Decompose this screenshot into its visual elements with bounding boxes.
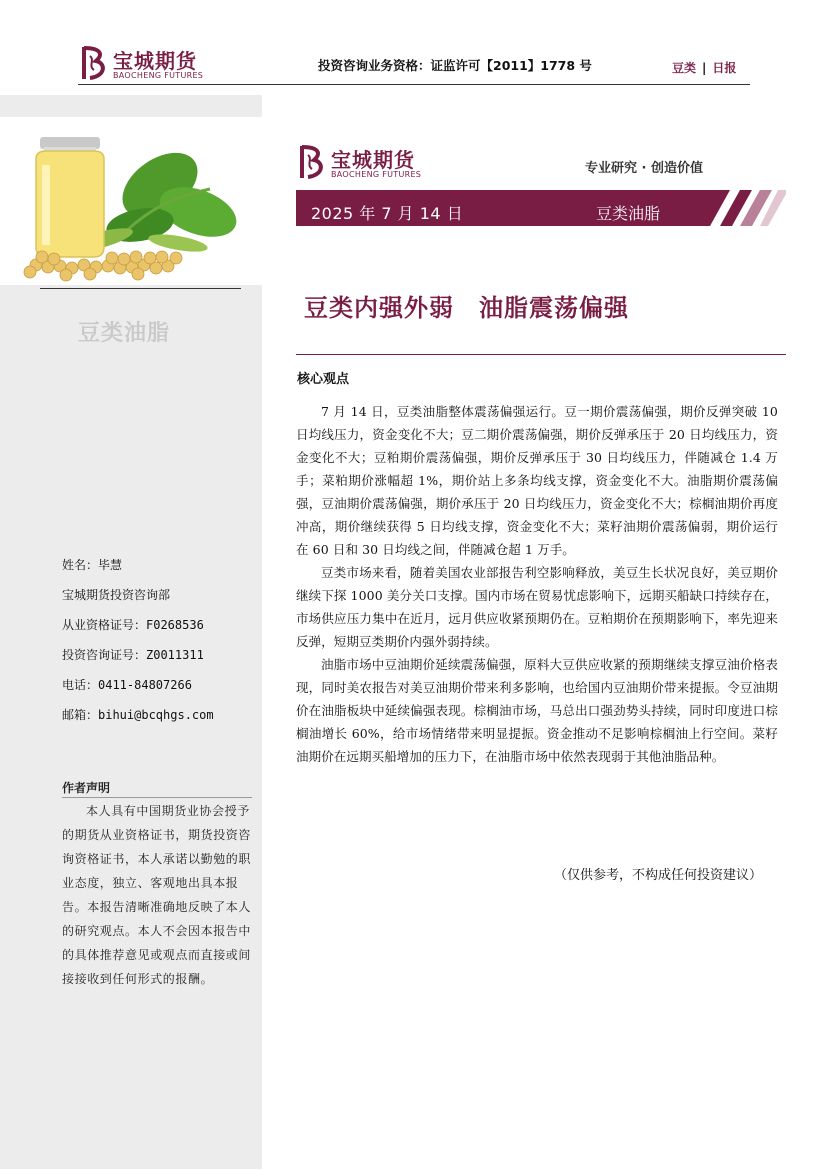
tag-separator: | xyxy=(702,61,707,75)
disclaimer: （仅供参考，不构成任何投资建议） xyxy=(554,868,763,883)
baocheng-logo-icon xyxy=(80,44,110,82)
paragraph: 豆类市场来看，随着美国农业部报告利空影响释放，美豆生长状况良好，美豆期价继续下探 1000 美分关口支撑。国内市场在贸易忧虑影响下，远期买船缺口持续存在，市场供应压力集中在近月，远月供应收紧预期仍在。豆粕期价在预期影响下，率先迎来反弹，短期豆类期价内强外弱持续。 xyxy=(296,565,778,649)
author-consulting-cert: 投资咨询证号：Z0011311 xyxy=(62,648,204,662)
logo-name-cn: 宝城期货 xyxy=(113,49,197,73)
declaration-rule xyxy=(62,797,252,798)
report-headline: 豆类内强外弱 油脂震荡偏强 xyxy=(304,294,629,322)
author-email: 邮箱：bihui@bcqhgs.com xyxy=(62,708,214,722)
report-tags xyxy=(672,59,736,76)
paragraph: 7 月 14 日，豆类油脂整体震荡偏强运行。豆一期价震荡偏强，期价反弹突破 10 日均线压力，资金变化不大；豆二期价震荡偏强，期价反弹承压于 20 日均线压力，资金变化不大；豆粕期价震荡偏强，期价反弹承压于 30 日均线压力，伴随减仓 1.4 万手；菜粕期价涨幅超 1%，期价站上多条均线支撑，资金变化不大。油脂期价震荡偏强，豆油期价震荡偏强，期价承压于 20 日均线压力，资金变化不大；棕榈油期价再度冲高，期价继续获得 5 日均线支撑，资金变化不大；菜籽油期价震荡偏弱，期价运行在 60 日和 30 日均线之间，伴随减仓超 1 万手。 xyxy=(296,404,778,557)
paragraph: 油脂市场中豆油期价延续震荡偏强，原料大豆供应收紧的预期继续支撑豆油价格表现，同时美农报告对美豆油期价带来利多影响，也给国内豆油期价带来提振。令豆油期价在油脂板块中延续偏强表现。棕榈油市场，马总出口强劲势头持续，同时印度进口棕榈油增长 60%，给市场情绪带来明显提振。资金推动不足影响棕榈油上行空间。菜籽油期价在远期买船增加的压力下，在油脂市场中依然表现弱于其他油脂品种。 xyxy=(296,657,778,764)
logo-name-en: BAOCHENG FUTURES xyxy=(113,71,204,80)
cover-logo xyxy=(298,143,438,181)
report-type-tag: 日报 xyxy=(712,61,737,75)
logo-name-en: BAOCHENG FUTURES xyxy=(331,170,422,179)
sidebar-category-title: 豆类油脂 xyxy=(78,321,171,346)
declaration-text: 本人具有中国期货业协会授予的期货从业资格证书，期货投资咨询资格证书，本人承诺以勤勉的职业态度，独立、客观地出具本报告。本报告清晰准确地反映了本人的研究观点。本人不会因本报告中的具体推荐意见或观点而直接或间接接收到任何形式的报酬。 xyxy=(62,804,252,986)
author-department: 宝城期货投资咨询部 xyxy=(62,588,171,602)
core-view-title: 核心观点 xyxy=(297,372,350,387)
baocheng-logo-icon xyxy=(298,143,328,181)
slogan: 专业研究 · 创造价值 xyxy=(585,161,703,176)
headline-rule xyxy=(296,354,786,355)
core-view-body xyxy=(296,400,778,768)
header-logo xyxy=(80,44,208,82)
image-divider xyxy=(40,288,241,289)
band-category: 豆类油脂 xyxy=(596,204,661,223)
soybean-oil-illustration xyxy=(0,117,262,285)
band-stripes-decoration xyxy=(718,190,786,226)
author-info xyxy=(62,557,214,737)
author-name: 姓名：毕慧 xyxy=(62,558,123,572)
qualification-text: 投资咨询业务资格：证监许可【2011】1778 号 xyxy=(318,58,592,73)
declaration-title: 作者声明 xyxy=(62,781,111,795)
author-qualification-cert: 从业资格证号：F0268536 xyxy=(62,618,204,632)
category-tag: 豆类 xyxy=(672,61,697,75)
cover-image xyxy=(0,117,262,285)
author-phone: 电话：0411-84807266 xyxy=(62,678,192,692)
header-rule xyxy=(78,84,750,85)
report-date: 2025 年 7 月 14 日 xyxy=(311,204,464,223)
logo-name-cn: 宝城期货 xyxy=(331,148,415,172)
